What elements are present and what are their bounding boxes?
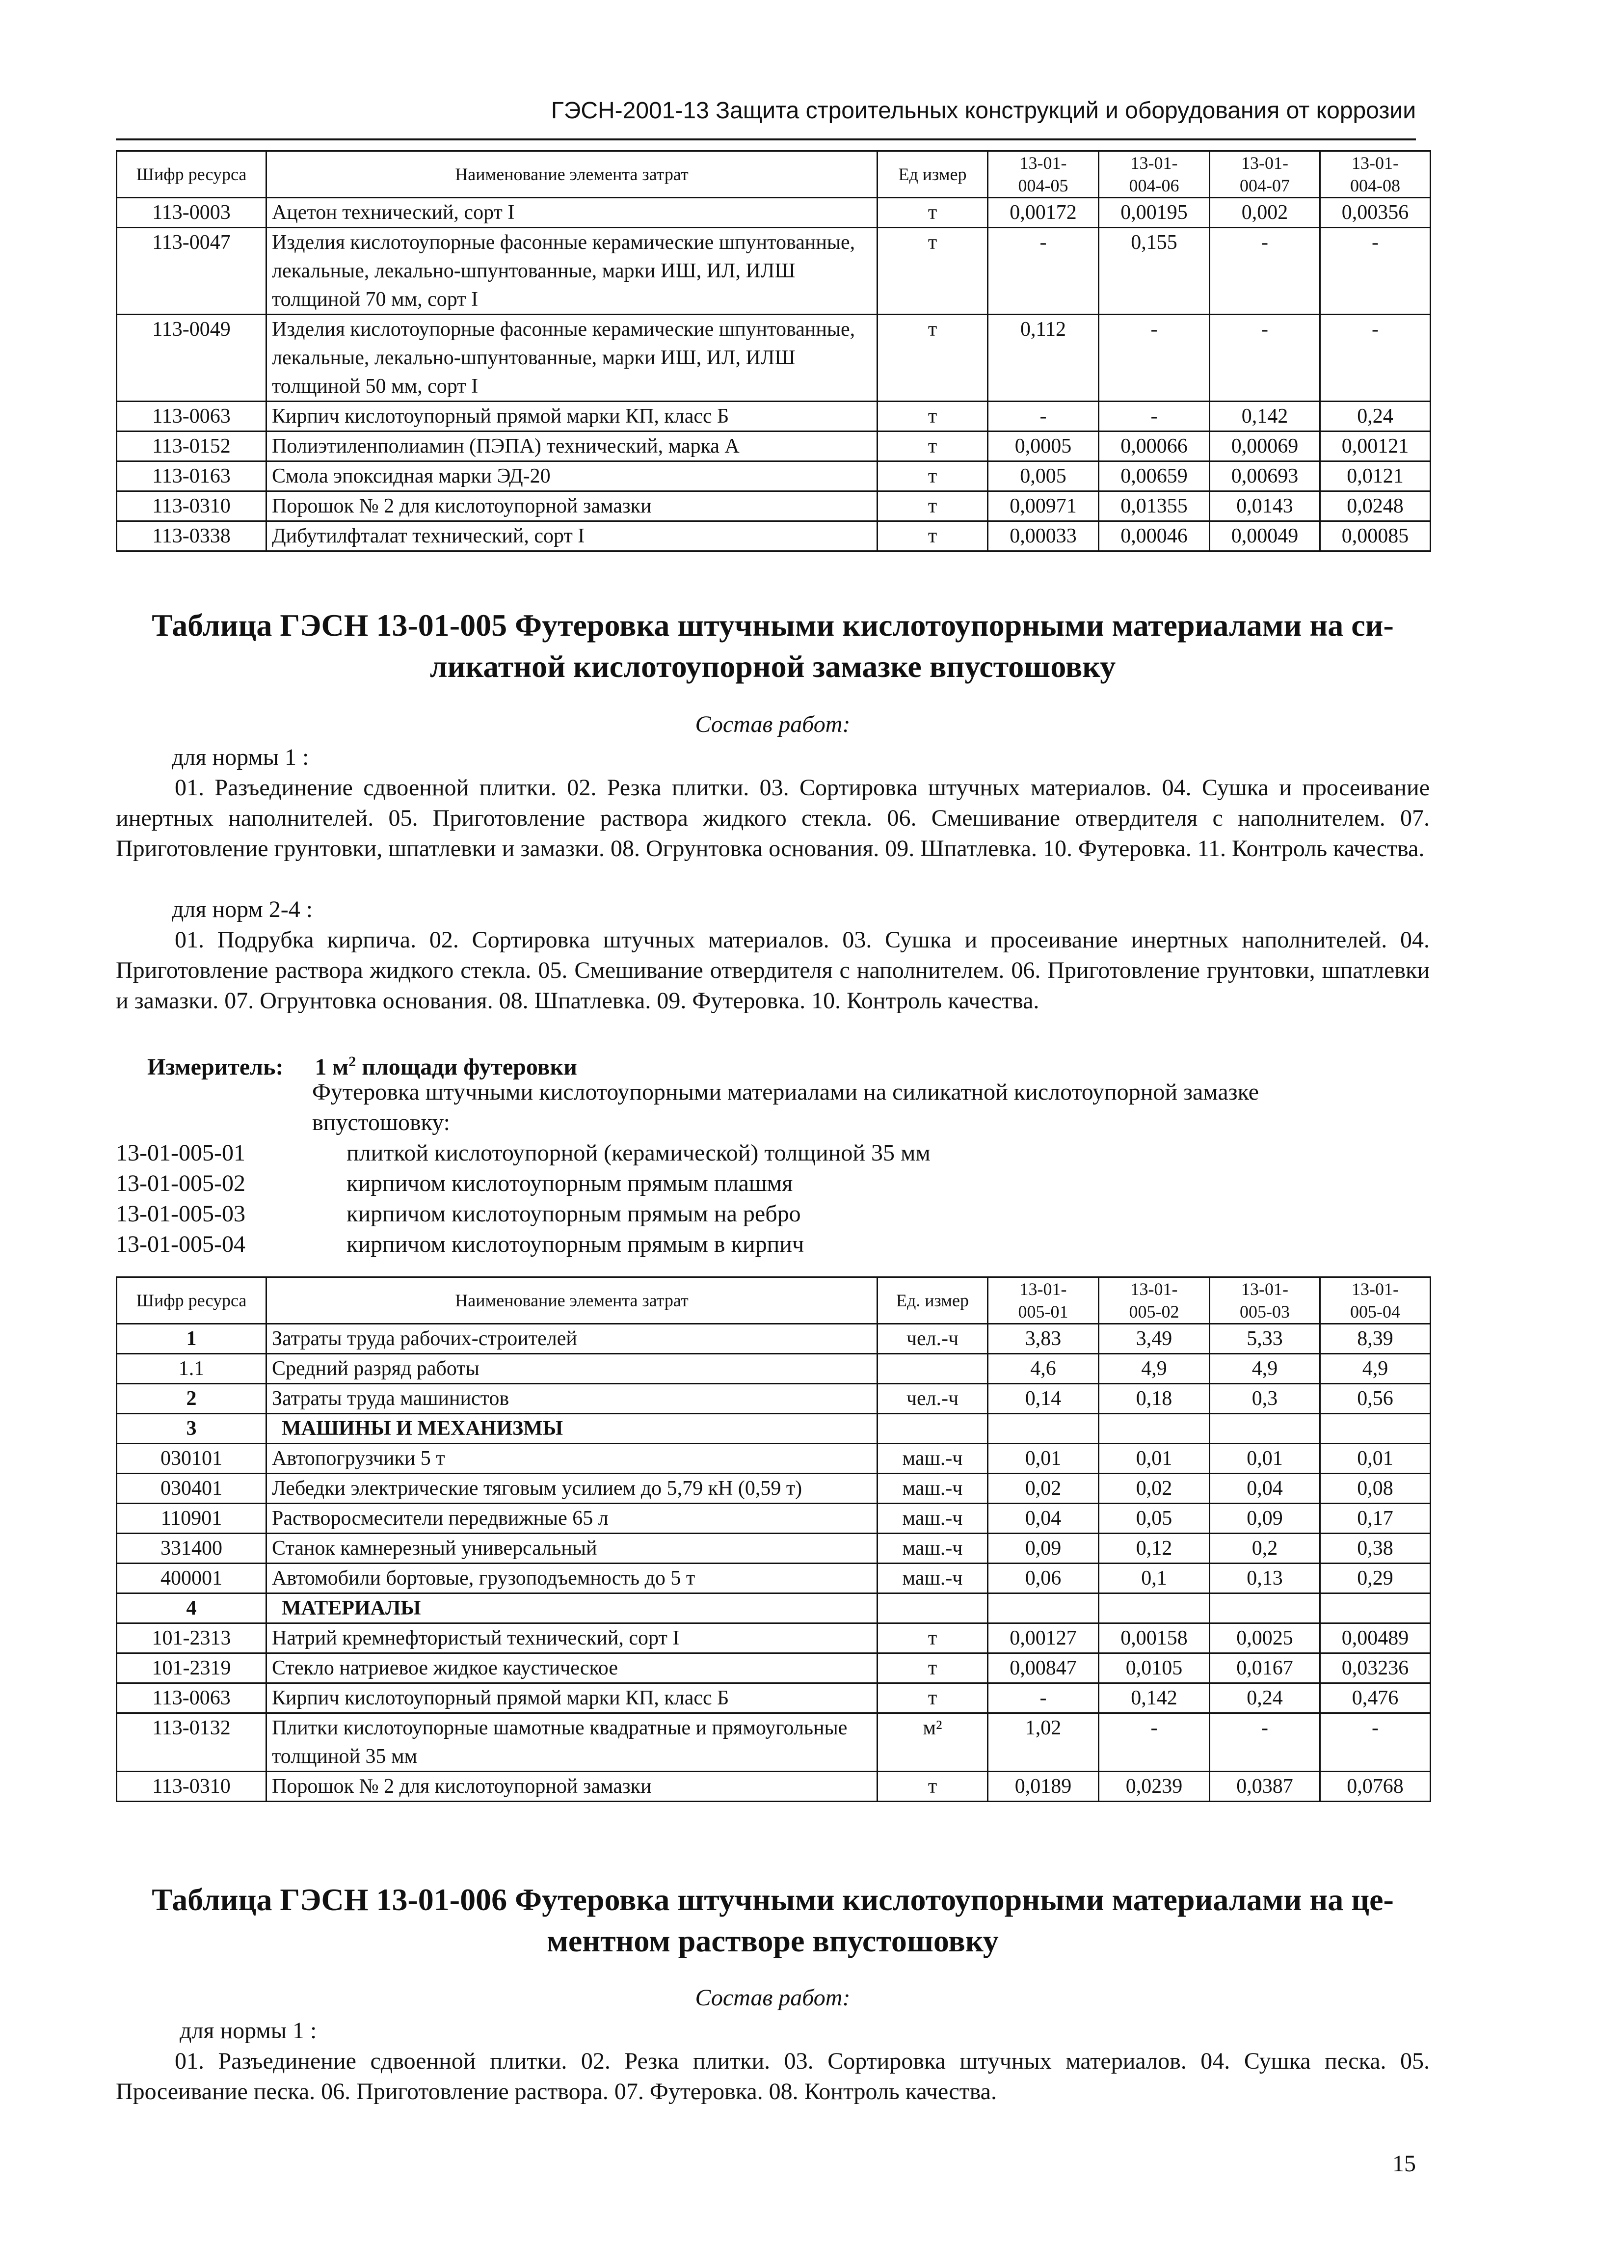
table-row: [117, 1593, 1431, 1623]
value-cell: 0,06: [988, 1564, 1099, 1593]
resource-name-cell: Изделия кислотоупорные фасонные керамические шпунтованные, лекальные, лекально-шпунтованные, марки ИШ, ИЛ, ИЛШ толщиной 50 мм, сорт I: [266, 315, 878, 402]
resource-name-cell: Порошок № 2 для кислотоупорной замазки: [266, 491, 878, 521]
table-row: [117, 1564, 1431, 1593]
norm-description: кирпичом кислотоупорным прямым на ребро: [346, 1201, 801, 1227]
value-cell: 0,00847: [988, 1653, 1099, 1683]
norm-description: кирпичом кислотоупорным прямым в кирпич: [346, 1231, 804, 1257]
resource-code-cell: 101-2313: [117, 1623, 266, 1653]
value-cell: 0,112: [988, 315, 1099, 402]
value-cell: -: [988, 1683, 1099, 1713]
page-number: 15: [1392, 2151, 1416, 2177]
unit-cell: т: [878, 461, 988, 491]
table-header-row: [117, 151, 1431, 198]
value-cell: 0,142: [1099, 1683, 1210, 1713]
table-row: [117, 1623, 1431, 1653]
value-cell: 0,005: [988, 461, 1099, 491]
value-cell: 0,12: [1099, 1534, 1210, 1564]
value-cell: [1320, 1593, 1431, 1623]
resource-name-cell: Полиэтиленполиамин (ПЭПА) технический, марка А: [266, 432, 878, 461]
value-cell: 0,0248: [1320, 491, 1431, 521]
table-row: [117, 1414, 1431, 1444]
value-cell: 0,14: [988, 1384, 1099, 1414]
value-cell: 0,0387: [1210, 1772, 1320, 1802]
section-title-006: [116, 1879, 1430, 1962]
resource-name-cell: Дибутилфталат технический, сорт I: [266, 521, 878, 551]
meter-label: Измеритель:: [147, 1054, 284, 1080]
value-cell: 0,00489: [1320, 1623, 1431, 1653]
meter-tail: площади футеровки: [356, 1054, 577, 1080]
section-title-line2: ликатной кислотоупорной замазке впустошовку: [429, 649, 1116, 684]
resource-name-cell: Автопогрузчики 5 т: [266, 1444, 878, 1474]
value-cell: 0,00356: [1320, 198, 1431, 228]
column-header: Шифр ресурса: [117, 1277, 266, 1324]
value-cell: 0,24: [1320, 402, 1431, 432]
resource-name-cell: Ацетон технический, сорт I: [266, 198, 878, 228]
column-header: Шифр ресурса: [117, 151, 266, 198]
resource-code-cell: 113-0063: [117, 402, 266, 432]
resource-name-cell: Плитки кислотоупорные шамотные квадратные и прямоугольные толщиной 35 мм: [266, 1713, 878, 1772]
composition-heading: Состав работ:: [695, 711, 851, 737]
column-header: 13-01- 005-02: [1099, 1277, 1210, 1324]
value-cell: 0,0143: [1210, 491, 1320, 521]
column-header: Ед измер: [878, 151, 988, 198]
table-row: [117, 432, 1431, 461]
value-cell: [1099, 1414, 1210, 1444]
resource-code-cell: 113-0152: [117, 432, 266, 461]
value-cell: -: [1320, 228, 1431, 315]
resource-code-cell: 400001: [117, 1564, 266, 1593]
value-cell: 0,17: [1320, 1504, 1431, 1534]
unit-cell: маш.-ч: [878, 1534, 988, 1564]
norm2-label: для норм 2-4 :: [172, 896, 313, 922]
value-cell: 0,00158: [1099, 1623, 1210, 1653]
table-row: [117, 1683, 1431, 1713]
value-cell: 0,2: [1210, 1534, 1320, 1564]
value-cell: 1,02: [988, 1713, 1099, 1772]
table-row: [117, 1444, 1431, 1474]
resource-code-cell: 030401: [117, 1474, 266, 1504]
value-cell: 0,00049: [1210, 521, 1320, 551]
resource-code-cell: 113-0338: [117, 521, 266, 551]
value-cell: 0,24: [1210, 1683, 1320, 1713]
value-cell: 0,09: [1210, 1504, 1320, 1534]
value-cell: 0,29: [1320, 1564, 1431, 1593]
unit-cell: [878, 1593, 988, 1623]
resource-name-cell: Стекло натриевое жидкое каустическое: [266, 1653, 878, 1683]
resource-code-cell: 2: [117, 1384, 266, 1414]
value-cell: 5,33: [1210, 1324, 1320, 1354]
value-cell: 0,01355: [1099, 491, 1210, 521]
section-title-005: [116, 605, 1430, 687]
value-cell: 0,00046: [1099, 521, 1210, 551]
value-cell: 0,0105: [1099, 1653, 1210, 1683]
unit-cell: т: [878, 402, 988, 432]
unit-cell: т: [878, 1772, 988, 1802]
value-cell: -: [988, 228, 1099, 315]
value-cell: 0,01: [1210, 1444, 1320, 1474]
norm-code: 13-01-005-04: [116, 1231, 245, 1257]
column-header: 13-01- 004-05: [988, 151, 1099, 198]
value-cell: 0,1: [1099, 1564, 1210, 1593]
norm-code-item: [116, 1168, 1430, 1199]
column-header: 13-01- 005-04: [1320, 1277, 1431, 1324]
unit-cell: т: [878, 1683, 988, 1713]
value-cell: 0,00127: [988, 1623, 1099, 1653]
column-header: 13-01- 004-06: [1099, 151, 1210, 198]
table-row: [117, 521, 1431, 551]
column-header: Наименование элемента затрат: [266, 151, 878, 198]
value-cell: [1210, 1593, 1320, 1623]
norm1-text: 01. Разъединение сдвоенной плитки. 02. Резка плитки. 03. Сортировка штучных материалов. 04. Сушка песка. 05. Просеивание песка. 06. Приготовление раствора. 07. Футеровка. 08. Контроль качества.: [116, 2048, 1430, 2105]
value-cell: 0,01: [988, 1444, 1099, 1474]
table-row: [117, 1354, 1431, 1384]
section-title-line1: Таблица ГЭСН 13-01-006 Футеровка штучными кислотоупорными материалами на це-: [152, 1882, 1394, 1917]
column-header: Ед. измер: [878, 1277, 988, 1324]
column-header: 13-01- 004-07: [1210, 151, 1320, 198]
value-cell: 0,05: [1099, 1504, 1210, 1534]
norm1-label: для нормы 1 :: [180, 2018, 317, 2044]
table-row: [117, 1474, 1431, 1504]
value-cell: 0,03236: [1320, 1653, 1431, 1683]
value-cell: 0,13: [1210, 1564, 1320, 1593]
resource-name-cell: Смола эпоксидная марки ЭД-20: [266, 461, 878, 491]
resource-code-cell: 331400: [117, 1534, 266, 1564]
norm-code-item: [116, 1199, 1430, 1229]
value-cell: 0,01: [1320, 1444, 1431, 1474]
resource-code-cell: 113-0132: [117, 1713, 266, 1772]
resource-table-005: [116, 1276, 1431, 1802]
value-cell: 0,0167: [1210, 1653, 1320, 1683]
table-row: [117, 1534, 1431, 1564]
value-cell: 0,04: [988, 1504, 1099, 1534]
value-cell: 0,02: [1099, 1474, 1210, 1504]
unit-cell: маш.-ч: [878, 1564, 988, 1593]
value-cell: 0,3: [1210, 1384, 1320, 1414]
value-cell: 0,0189: [988, 1772, 1099, 1802]
resource-code-cell: 4: [117, 1593, 266, 1623]
value-cell: 0,04: [1210, 1474, 1320, 1504]
norm-description: кирпичом кислотоупорным прямым плашмя: [346, 1170, 793, 1196]
value-cell: [1320, 1414, 1431, 1444]
resource-name-cell: Натрий кремнефтористый технический, сорт I: [266, 1623, 878, 1653]
table-row: [117, 1653, 1431, 1683]
resource-code-cell: 113-0163: [117, 461, 266, 491]
unit-cell: чел.-ч: [878, 1324, 988, 1354]
unit-cell: т: [878, 198, 988, 228]
table-row: [117, 1384, 1431, 1414]
table-row: [117, 1324, 1431, 1354]
column-header: 13-01- 005-01: [988, 1277, 1099, 1324]
resource-name-cell: Изделия кислотоупорные фасонные керамические шпунтованные, лекальные, лекально-шпунтованные, марки ИШ, ИЛ, ИЛШ толщиной 70 мм, сорт I: [266, 228, 878, 315]
norm-description: плиткой кислотоупорной (керамической) толщиной 35 мм: [346, 1140, 931, 1166]
value-cell: 0,476: [1320, 1683, 1431, 1713]
norm-code-item: [116, 1138, 1430, 1168]
value-cell: 3,83: [988, 1324, 1099, 1354]
unit-cell: т: [878, 432, 988, 461]
value-cell: 0,00693: [1210, 461, 1320, 491]
value-cell: 0,56: [1320, 1384, 1431, 1414]
norm-code: 13-01-005-01: [116, 1140, 245, 1166]
value-cell: 0,02: [988, 1474, 1099, 1504]
unit-cell: т: [878, 521, 988, 551]
value-cell: 0,0239: [1099, 1772, 1210, 1802]
value-cell: 0,09: [988, 1534, 1099, 1564]
resource-code-cell: 101-2319: [117, 1653, 266, 1683]
value-cell: 0,00971: [988, 491, 1099, 521]
unit-cell: [878, 1354, 988, 1384]
value-cell: 4,9: [1099, 1354, 1210, 1384]
norm-code-list: [116, 1138, 1430, 1260]
norm-code-item: [116, 1229, 1430, 1260]
resource-table-004: [116, 150, 1431, 552]
unit-cell: [878, 1414, 988, 1444]
value-cell: 0,002: [1210, 198, 1320, 228]
value-cell: 0,38: [1320, 1534, 1431, 1564]
value-cell: [1099, 1593, 1210, 1623]
value-cell: -: [1320, 315, 1431, 402]
section-title-line2: ментном растворе впустошовку: [547, 1923, 999, 1958]
table-row: [117, 1504, 1431, 1534]
resource-name-cell: Кирпич кислотоупорный прямой марки КП, класс Б: [266, 402, 878, 432]
unit-cell: маш.-ч: [878, 1444, 988, 1474]
norm1-label: для нормы 1 :: [172, 744, 309, 770]
value-cell: 0,01: [1099, 1444, 1210, 1474]
resource-name-cell: МАШИНЫ И МЕХАНИЗМЫ: [266, 1414, 878, 1444]
resource-name-cell: Средний разряд работы: [266, 1354, 878, 1384]
resource-name-cell: Затраты труда рабочих-строителей: [266, 1324, 878, 1354]
value-cell: [988, 1593, 1099, 1623]
unit-cell: маш.-ч: [878, 1474, 988, 1504]
resource-code-cell: 1: [117, 1324, 266, 1354]
value-cell: -: [1210, 315, 1320, 402]
resource-code-cell: 113-0047: [117, 228, 266, 315]
value-cell: 4,9: [1210, 1354, 1320, 1384]
unit-cell: м²: [878, 1713, 988, 1772]
unit-cell: т: [878, 315, 988, 402]
value-cell: 0,08: [1320, 1474, 1431, 1504]
value-cell: 0,00033: [988, 521, 1099, 551]
value-cell: 0,0768: [1320, 1772, 1431, 1802]
resource-name-cell: Станок камнерезный универсальный: [266, 1534, 878, 1564]
resource-code-cell: 113-0003: [117, 198, 266, 228]
table-row: [117, 1772, 1431, 1802]
resource-name-cell: Кирпич кислотоупорный прямой марки КП, класс Б: [266, 1683, 878, 1713]
value-cell: 4,6: [988, 1354, 1099, 1384]
value-cell: 0,0005: [988, 432, 1099, 461]
column-header: 13-01- 005-03: [1210, 1277, 1320, 1324]
table-row: [117, 1713, 1431, 1772]
value-cell: -: [1099, 402, 1210, 432]
unit-cell: т: [878, 491, 988, 521]
value-cell: -: [1099, 315, 1210, 402]
unit-cell: т: [878, 1653, 988, 1683]
value-cell: [1210, 1414, 1320, 1444]
value-cell: 0,00195: [1099, 198, 1210, 228]
value-cell: 0,0121: [1320, 461, 1431, 491]
norm-code: 13-01-005-03: [116, 1201, 245, 1227]
composition-heading: Состав работ:: [695, 1985, 851, 2011]
resource-name-cell: Порошок № 2 для кислотоупорной замазки: [266, 1772, 878, 1802]
value-cell: 0,0025: [1210, 1623, 1320, 1653]
resource-code-cell: 113-0063: [117, 1683, 266, 1713]
resource-name-cell: Растворосмесители передвижные 65 л: [266, 1504, 878, 1534]
value-cell: -: [1210, 228, 1320, 315]
unit-cell: маш.-ч: [878, 1504, 988, 1534]
value-cell: [988, 1414, 1099, 1444]
norms-intro-line2: впустошовку:: [312, 1109, 450, 1135]
resource-code-cell: 113-0310: [117, 1772, 266, 1802]
norm1-text: 01. Разъединение сдвоенной плитки. 02. Резка плитки. 03. Сортировка штучных материалов. 04. Сушка и просеивание инертных наполнителей. 05. Приготовление раствора жидкого стекла. 06. Смешивание отвердителя с наполнителем. 07. Приготовление грунтовки, шпатлевки и замазки. 08. Огрунтовка основания. 09. Шпатлевка. 10. Футеровка. 11. Контроль качества.: [116, 775, 1430, 862]
value-cell: -: [1320, 1713, 1431, 1772]
unit-cell: т: [878, 1623, 988, 1653]
section-title-line1: Таблица ГЭСН 13-01-005 Футеровка штучными кислотоупорными материалами на си-: [152, 608, 1394, 643]
value-cell: 0,00066: [1099, 432, 1210, 461]
table-row: [117, 198, 1431, 228]
value-cell: 0,00172: [988, 198, 1099, 228]
value-cell: -: [1099, 1713, 1210, 1772]
table-row: [117, 491, 1431, 521]
norm2-text: 01. Подрубка кирпича. 02. Сортировка штучных материалов. 03. Сушка и просеивание инертных наполнителей. 04. Приготовление раствора жидкого стекла. 05. Смешивание отвердителя с наполнителем. 06. Приготовление грунтовки, шпатлевки и замазки. 07. Огрунтовка основания. 08. Шпатлевка. 09. Футеровка. 10. Контроль качества.: [116, 927, 1430, 1014]
value-cell: 0,18: [1099, 1384, 1210, 1414]
norms-intro: [312, 1077, 1430, 1138]
norms-intro-line1: Футеровка штучными кислотоупорными материалами на силикатной кислотоупорной замазке: [312, 1079, 1259, 1105]
resource-name-cell: Затраты труда машинистов: [266, 1384, 878, 1414]
column-header: Наименование элемента затрат: [266, 1277, 878, 1324]
resource-name-cell: Автомобили бортовые, грузоподъемность до 5 т: [266, 1564, 878, 1593]
meter-sup: 2: [348, 1053, 356, 1070]
table-row: [117, 228, 1431, 315]
norm-code: 13-01-005-02: [116, 1170, 245, 1196]
column-header: 13-01- 004-08: [1320, 151, 1431, 198]
resource-code-cell: 110901: [117, 1504, 266, 1534]
value-cell: 0,00085: [1320, 521, 1431, 551]
value-cell: 0,00121: [1320, 432, 1431, 461]
table-row: [117, 402, 1431, 432]
running-head: ГЭСН-2001-13 Защита строительных конструкций и оборудования от коррозии: [116, 96, 1416, 140]
value-cell: 3,49: [1099, 1324, 1210, 1354]
resource-code-cell: 113-0049: [117, 315, 266, 402]
resource-code-cell: 3: [117, 1414, 266, 1444]
value-cell: 0,142: [1210, 402, 1320, 432]
resource-code-cell: 113-0310: [117, 491, 266, 521]
meter-value: 1 м: [315, 1054, 349, 1080]
resource-code-cell: 030101: [117, 1444, 266, 1474]
table-row: [117, 461, 1431, 491]
value-cell: -: [988, 402, 1099, 432]
resource-name-cell: МАТЕРИАЛЫ: [266, 1593, 878, 1623]
value-cell: 0,155: [1099, 228, 1210, 315]
value-cell: 8,39: [1320, 1324, 1431, 1354]
table-header-row: [117, 1277, 1431, 1324]
resource-name-cell: Лебедки электрические тяговым усилием до 5,79 кН (0,59 т): [266, 1474, 878, 1504]
unit-cell: т: [878, 228, 988, 315]
value-cell: 0,00659: [1099, 461, 1210, 491]
resource-code-cell: 1.1: [117, 1354, 266, 1384]
value-cell: 0,00069: [1210, 432, 1320, 461]
unit-cell: чел.-ч: [878, 1384, 988, 1414]
value-cell: -: [1210, 1713, 1320, 1772]
value-cell: 4,9: [1320, 1354, 1431, 1384]
table-row: [117, 315, 1431, 402]
